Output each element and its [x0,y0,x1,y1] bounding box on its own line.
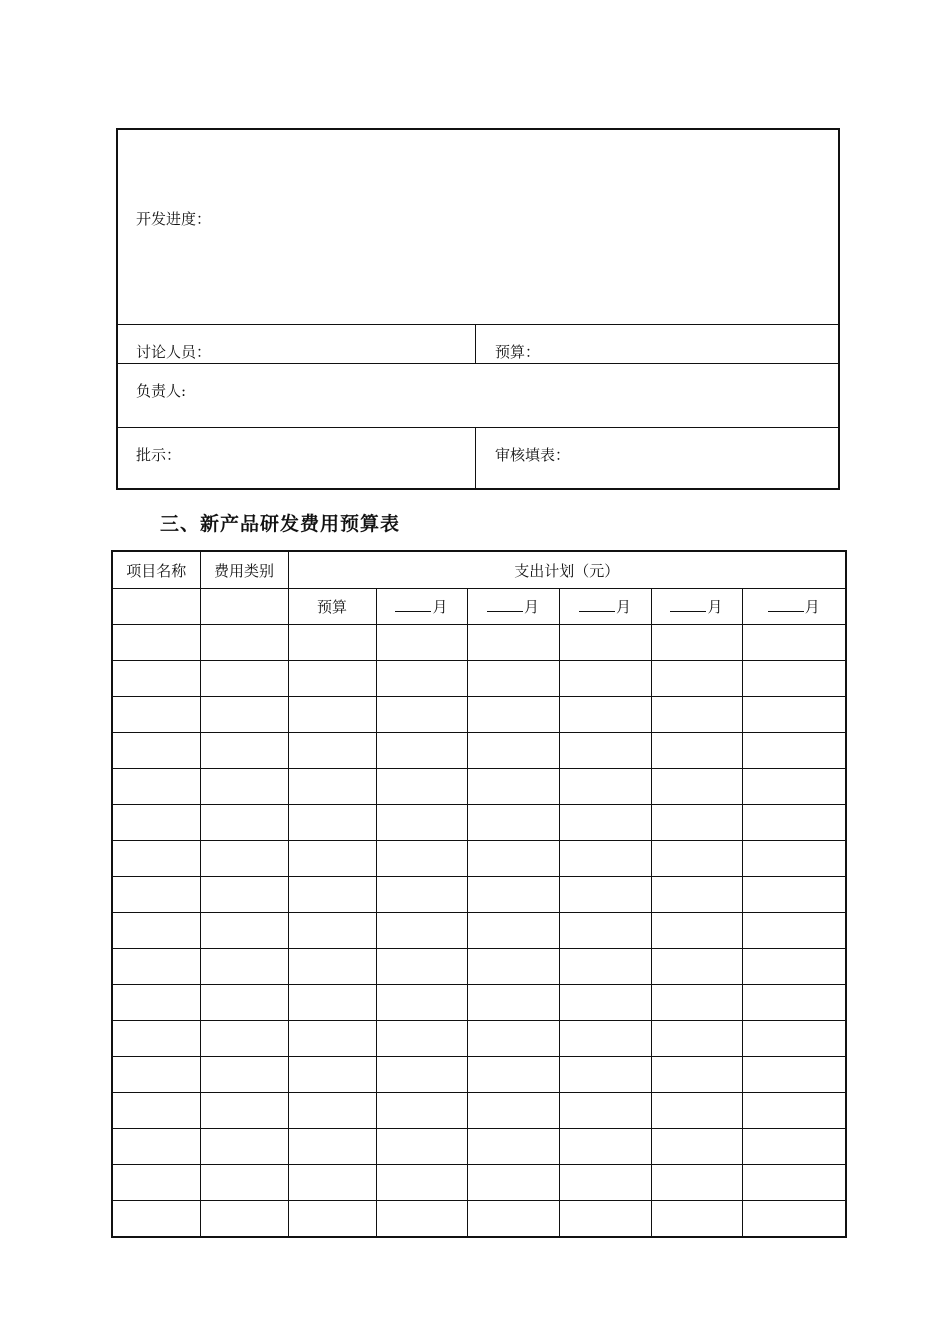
month-label: 月 [432,598,448,616]
table-cell[interactable] [112,805,200,841]
table-cell[interactable] [742,1021,846,1057]
owner-row [118,364,838,428]
table-cell[interactable] [651,1201,742,1238]
table-cell[interactable] [200,625,288,661]
header-project-name: 项目名称 [112,551,200,589]
owner-cell[interactable] [118,364,838,427]
table-cell[interactable] [200,985,288,1021]
table-cell[interactable] [559,661,651,697]
table-cell[interactable] [288,1165,376,1201]
table-cell[interactable] [467,1021,559,1057]
table-cell[interactable] [651,769,742,805]
owner-label: 负责人: [136,382,187,400]
table-cell[interactable] [742,1165,846,1201]
table-cell[interactable] [376,805,467,841]
table-cell[interactable] [376,661,467,697]
table-cell[interactable] [376,1201,467,1238]
table-cell[interactable] [288,1093,376,1129]
subheader-budget: 预算 [288,589,376,625]
table-cell[interactable] [467,841,559,877]
table-cell[interactable] [288,733,376,769]
progress-cell[interactable] [118,130,838,324]
table-row [112,661,846,697]
table-cell[interactable] [376,769,467,805]
month-blank-line[interactable] [670,599,706,612]
table-cell[interactable] [376,625,467,661]
table-cell[interactable] [651,697,742,733]
table-cell[interactable] [288,697,376,733]
table-cell[interactable] [651,1021,742,1057]
table-row [112,1201,846,1238]
table-cell[interactable] [376,949,467,985]
table-cell[interactable] [112,697,200,733]
month-blank-line[interactable] [395,599,431,612]
table-cell[interactable] [651,1129,742,1165]
table-cell[interactable] [200,1129,288,1165]
table-cell[interactable] [112,1093,200,1129]
table-cell[interactable] [651,805,742,841]
table-row [112,769,846,805]
table-cell[interactable] [559,985,651,1021]
table-cell[interactable] [742,877,846,913]
table-row [112,949,846,985]
table-cell[interactable] [112,1021,200,1057]
table-row [112,733,846,769]
month-blank-line[interactable] [487,599,523,612]
header-row [112,551,846,589]
header-spending-plan: 支出计划（元） [288,551,846,589]
table-cell[interactable] [288,1057,376,1093]
table-cell[interactable] [559,1129,651,1165]
table-cell[interactable] [742,1093,846,1129]
table-cell[interactable] [559,769,651,805]
section-title: 三、新产品研发费用预算表 [160,513,401,535]
table-cell[interactable] [467,805,559,841]
table-cell[interactable] [651,1165,742,1201]
discussants-row [118,325,838,364]
table-cell[interactable] [200,697,288,733]
table-cell[interactable] [200,769,288,805]
table-cell[interactable] [112,985,200,1021]
month-blank-line[interactable] [768,599,804,612]
table-cell[interactable] [467,769,559,805]
table-cell[interactable] [559,877,651,913]
table-cell[interactable] [742,1129,846,1165]
table-cell[interactable] [200,661,288,697]
month-blank-line[interactable] [579,599,615,612]
table-cell[interactable] [112,1057,200,1093]
subheader-row [112,589,846,625]
table-cell[interactable] [742,625,846,661]
table-cell[interactable] [651,949,742,985]
reviewer-cell[interactable] [475,428,838,490]
table-cell[interactable] [467,1093,559,1129]
table-cell[interactable] [467,1057,559,1093]
table-cell[interactable] [200,1201,288,1238]
table-cell[interactable] [112,1165,200,1201]
table-cell[interactable] [742,1057,846,1093]
table-row [112,1165,846,1201]
table-cell[interactable] [559,697,651,733]
table-cell[interactable] [651,661,742,697]
table-cell[interactable] [742,733,846,769]
table-cell[interactable] [742,661,846,697]
table-cell[interactable] [559,625,651,661]
table-cell[interactable] [651,625,742,661]
table-cell[interactable] [742,697,846,733]
table-cell[interactable] [112,1129,200,1165]
table-cell[interactable] [376,697,467,733]
table-cell[interactable] [288,1129,376,1165]
table-row [112,1093,846,1129]
table-cell[interactable] [112,877,200,913]
month-label: 月 [707,598,723,616]
table-cell[interactable] [651,1093,742,1129]
table-cell[interactable] [288,805,376,841]
table-cell[interactable] [651,733,742,769]
table-cell[interactable] [467,697,559,733]
table-cell[interactable] [742,985,846,1021]
table-cell[interactable] [467,913,559,949]
table-cell[interactable] [288,625,376,661]
table-cell[interactable] [288,769,376,805]
table-row [112,625,846,661]
table-cell[interactable] [200,1093,288,1129]
table-cell[interactable] [559,805,651,841]
progress-row [118,130,838,325]
month-label: 月 [523,598,539,616]
table-cell[interactable] [376,733,467,769]
header-expense-type: 费用类别 [200,551,288,589]
table-cell[interactable] [200,1165,288,1201]
table-row [112,1129,846,1165]
table-cell[interactable] [467,625,559,661]
table-cell[interactable] [467,877,559,913]
table-cell[interactable] [376,1093,467,1129]
table-cell[interactable] [742,949,846,985]
table-cell[interactable] [559,1057,651,1093]
table-cell[interactable] [467,1165,559,1201]
table-cell[interactable] [112,625,200,661]
table-cell[interactable] [200,733,288,769]
table-cell[interactable] [559,1093,651,1129]
table-row [112,805,846,841]
table-cell[interactable] [376,985,467,1021]
table-cell[interactable] [112,1201,200,1238]
table-cell[interactable] [467,949,559,985]
table-cell[interactable] [288,877,376,913]
table-cell[interactable] [112,949,200,985]
table-cell[interactable] [559,1021,651,1057]
table-cell[interactable] [288,841,376,877]
month-label: 月 [615,598,631,616]
subheader-month-5[interactable] [742,589,846,625]
progress-label: 开发进度： [136,210,212,228]
table-cell[interactable] [376,1057,467,1093]
table-cell[interactable] [742,913,846,949]
table-cell[interactable] [559,1165,651,1201]
reviewer-label: 审核填表： [495,446,571,464]
table-cell[interactable] [200,805,288,841]
approval-label: 批示： [136,446,182,464]
table-cell[interactable] [467,985,559,1021]
subheader-month-4[interactable] [651,589,742,625]
table-cell[interactable] [376,1165,467,1201]
table-cell[interactable] [112,733,200,769]
table-row [112,1021,846,1057]
table-cell[interactable] [467,1129,559,1165]
table-cell[interactable] [467,661,559,697]
table-cell[interactable] [651,985,742,1021]
table-row [112,841,846,877]
table-cell[interactable] [559,841,651,877]
subheader-month-1[interactable] [376,589,467,625]
table-cell[interactable] [376,1021,467,1057]
table-cell[interactable] [200,841,288,877]
table-cell[interactable] [288,661,376,697]
table-cell[interactable] [742,841,846,877]
table-row [112,913,846,949]
table-cell[interactable] [376,877,467,913]
approval-cell[interactable] [118,428,475,490]
approval-row [118,428,838,490]
table-cell[interactable] [200,877,288,913]
table-cell[interactable] [742,805,846,841]
table-cell[interactable] [376,841,467,877]
table-cell[interactable] [651,913,742,949]
table-cell[interactable] [112,841,200,877]
budget-label: 预算： [495,343,541,361]
table-row [112,877,846,913]
table-cell[interactable] [742,1201,846,1238]
table-cell[interactable] [467,1201,559,1238]
table-cell[interactable] [288,1021,376,1057]
table-cell[interactable] [112,769,200,805]
table-cell[interactable] [651,877,742,913]
table-cell[interactable] [200,1057,288,1093]
table-cell[interactable] [112,913,200,949]
table-cell[interactable] [200,1021,288,1057]
table-cell[interactable] [559,1201,651,1238]
table-cell[interactable] [376,913,467,949]
table-cell[interactable] [288,1201,376,1238]
table-cell[interactable] [200,913,288,949]
subheader-month-3[interactable] [559,589,651,625]
discussants-label: 讨论人员： [136,343,212,361]
subheader-blank-cell[interactable] [112,589,200,625]
subheader-blank-cell[interactable] [200,589,288,625]
table-cell[interactable] [467,733,559,769]
table-cell[interactable] [651,841,742,877]
table-row [112,985,846,1021]
project-info-form [116,128,840,490]
table-cell[interactable] [742,769,846,805]
table-cell[interactable] [559,733,651,769]
table-cell[interactable] [112,661,200,697]
table-cell[interactable] [559,913,651,949]
table-cell[interactable] [288,913,376,949]
discussants-cell[interactable] [118,325,475,363]
budget-table [111,550,847,1238]
table-cell[interactable] [651,1057,742,1093]
table-cell[interactable] [376,1129,467,1165]
table-row [112,697,846,733]
month-label: 月 [804,598,820,616]
table-row [112,1057,846,1093]
table-cell[interactable] [559,949,651,985]
table-cell[interactable] [288,985,376,1021]
table-cell[interactable] [200,949,288,985]
subheader-month-2[interactable] [467,589,559,625]
table-cell[interactable] [288,949,376,985]
budget-cell[interactable] [475,325,838,363]
